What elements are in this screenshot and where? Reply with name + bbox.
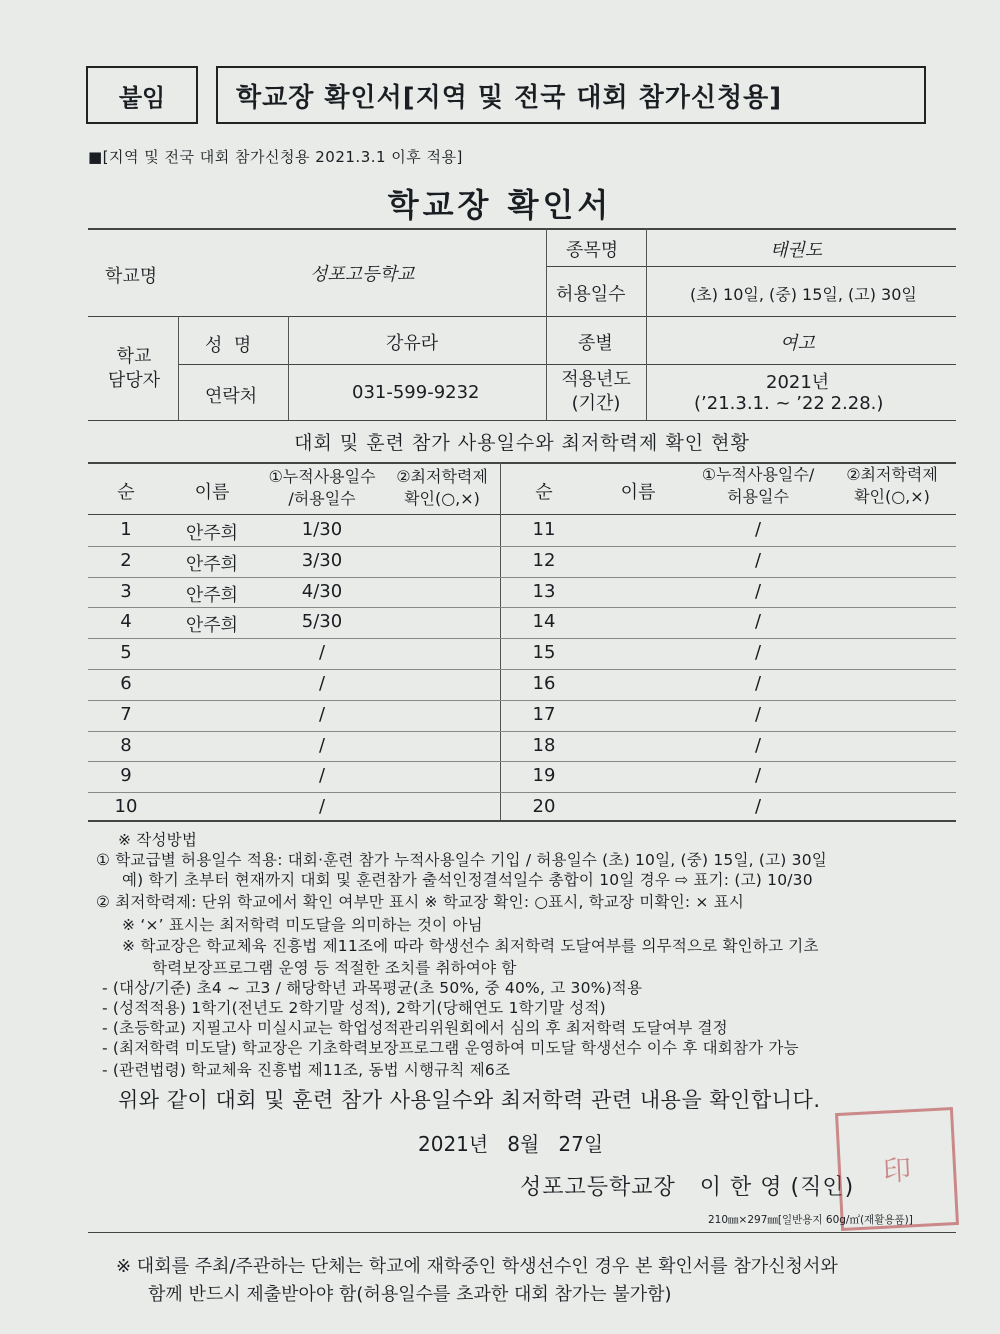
row-divider: [88, 638, 956, 639]
table-caption: 대회 및 훈련 참가 사용일수와 최저학력제 확인 현황: [294, 432, 750, 454]
row-divider: [88, 669, 956, 670]
info-top-border: [88, 228, 956, 230]
row-number: 6: [120, 673, 132, 694]
row-days: /: [754, 642, 762, 664]
row-days: /: [754, 549, 762, 571]
row-number: 17: [532, 703, 556, 725]
confirm-statement: 위와 같이 대회 및 훈련 참가 사용일수와 최저학력 관련 내용을 확인합니다.: [118, 1088, 821, 1112]
event-label: 종목명: [566, 240, 619, 261]
row-divider: [88, 792, 956, 793]
usage-table: [88, 462, 956, 822]
contact-value: 031-599-9232: [352, 382, 480, 403]
row-divider: [88, 731, 956, 732]
row-number: 14: [532, 611, 556, 633]
divider: [546, 266, 956, 267]
row-divider: [88, 700, 956, 701]
row-days: /: [754, 765, 762, 787]
row-days: /: [318, 734, 326, 756]
row-number: 11: [532, 519, 556, 540]
header-min-grade-2: ②최저학력제 확인(○,×): [846, 465, 938, 506]
manager-label: 학교 담당자: [107, 346, 161, 391]
row-name: 안주희: [185, 615, 239, 637]
divider: [88, 316, 956, 317]
row-days: /: [754, 734, 762, 756]
row-number: 9: [120, 765, 132, 787]
note-line: ① 학교급별 허용일수 적용: 대회·훈련 참가 누적사용일수 기입 / 허용일수 (초) 10일, (중) 15일, (고) 30일: [96, 851, 827, 869]
document-title: 학교장 확인서: [387, 186, 613, 224]
note-line: ※ ‘×’ 표시는 최저학력 미도달을 의미하는 것이 아님: [122, 916, 483, 934]
note-line: 예) 학기 초부터 현재까지 대회 및 훈련참가 출석인정결석일수 총합이 10일 경우 ⇨ 표기: (고) 10/30: [122, 871, 813, 889]
row-days: 4/30: [301, 580, 343, 602]
row-number: 3: [120, 580, 132, 602]
row-number: 7: [120, 703, 132, 725]
row-name: 안주희: [185, 584, 239, 606]
row-days: /: [754, 580, 762, 602]
row-number: 4: [120, 611, 132, 633]
header-name-2: 이름: [620, 482, 656, 503]
header-min-grade: ②최저학력제 확인(○,×): [396, 467, 488, 508]
row-number: 15: [532, 642, 556, 664]
footer-divider: [88, 1232, 956, 1233]
event-value: 태권도: [770, 240, 823, 261]
row-days: /: [318, 673, 326, 694]
header-days-2: ①누적사용일수/ 허용일수: [701, 465, 815, 506]
table-bottom-border: [88, 820, 956, 822]
signer: 성포고등학교장 이 한 영 (직인): [520, 1175, 855, 1200]
period-value: (’21.3.1. ~ ’22 2.28.): [694, 393, 884, 414]
row-days: /: [318, 642, 326, 664]
days-value: (초) 10일, (중) 15일, (고) 30일: [690, 285, 917, 304]
contact-label: 연락처: [205, 386, 258, 407]
row-days: 3/30: [301, 549, 343, 571]
year-label: 적용년도 (기간): [561, 369, 631, 414]
name-label: 성 명: [205, 335, 252, 356]
category-value: 여고: [780, 333, 815, 354]
row-number: 10: [114, 796, 138, 818]
row-name: 안주희: [185, 523, 239, 544]
divider: [178, 316, 179, 420]
school-value: 성포고등학교: [310, 264, 415, 285]
note-line: ※ 학교장은 학교체육 진흥법 제11조에 따라 학생선수 최저학력 도달여부를 의무적으로 확인하고 기초: [122, 937, 819, 955]
footer-note-2: 함께 반드시 제출받아야 함(허용일수를 초과한 대회 참가는 불가함): [148, 1284, 672, 1305]
divider: [288, 316, 289, 420]
subtitle: ■[지역 및 전국 대회 참가신청용 2021.3.1 이후 적용]: [88, 148, 463, 166]
row-number: 5: [120, 642, 132, 664]
note-line: - (최저학력 미도달) 학교장은 기초학력보장프로그램 운영하여 미도달 학생선수 이수 후 대회참가 가능: [102, 1039, 799, 1057]
paper-spec: 210㎜×297㎜[일반용지 60g/㎡(재활용품)]: [708, 1214, 913, 1226]
school-label: 학교명: [105, 266, 158, 287]
row-days: /: [754, 611, 762, 633]
row-number: 12: [532, 549, 556, 571]
row-name: 안주희: [185, 553, 239, 575]
row-number: 13: [532, 580, 556, 602]
date-text: 2021년 8월 27일: [418, 1132, 604, 1156]
header-divider: [88, 514, 956, 515]
header-no-2: 순: [535, 482, 553, 503]
header-title: 학교장 확인서[지역 및 전국 대회 참가신청용]: [216, 66, 926, 124]
divider: [88, 420, 956, 421]
row-number: 8: [120, 734, 132, 756]
row-days: /: [318, 796, 326, 818]
year-value: 2021년: [766, 372, 830, 393]
official-seal: 印: [835, 1107, 959, 1231]
category-label: 종별: [578, 333, 613, 354]
row-number: 16: [532, 673, 556, 694]
note-line: - (관련법령) 학교체육 진흥법 제11조, 동법 시행규칙 제6조: [102, 1061, 511, 1079]
header-no: 순: [117, 482, 135, 503]
row-days: /: [754, 673, 762, 694]
row-number: 18: [532, 734, 556, 756]
name-value: 강유라: [386, 333, 439, 354]
note-line: ※ 작성방법: [118, 831, 198, 849]
divider: [646, 228, 647, 420]
row-days: 5/30: [301, 611, 343, 633]
divider: [178, 364, 956, 365]
note-line: 학력보장프로그램 운영 등 적절한 조치를 취하여야 함: [152, 959, 517, 977]
row-divider: [88, 546, 956, 547]
row-number: 1: [120, 519, 132, 540]
divider: [546, 228, 547, 420]
attachment-badge: 붙임: [86, 66, 198, 124]
row-divider: [88, 577, 956, 578]
footer-note-1: ※ 대회를 주최/주관하는 단체는 학교에 재학중인 학생선수인 경우 본 확인서를 참가신청서와: [116, 1256, 838, 1277]
row-days: /: [754, 703, 762, 725]
row-days: /: [754, 519, 762, 540]
header-days: ①누적사용일수 /허용일수: [268, 467, 376, 508]
row-number: 2: [120, 549, 132, 571]
note-line: - (초등학교) 지필고사 미실시교는 학업성적관리위원회에서 심의 후 최저학력 도달여부 결정: [102, 1019, 728, 1037]
row-number: 20: [532, 796, 556, 818]
note-line: - (성적적용) 1학기(전년도 2학기말 성적), 2학기(당해연도 1학기말 성적): [102, 999, 606, 1017]
row-days: /: [318, 765, 326, 787]
note-line: - (대상/기준) 초4 ~ 고3 / 해당학년 과목평균(초 50%, 중 40%, 고 30%)적용: [102, 979, 643, 997]
row-divider: [88, 761, 956, 762]
row-number: 19: [532, 765, 556, 787]
row-days: /: [754, 796, 762, 818]
note-line: ② 최저학력제: 단위 학교에서 확인 여부만 표시 ※ 학교장 확인: ○표시, 학교장 미확인: × 표시: [96, 893, 745, 911]
days-label: 허용일수: [556, 284, 626, 305]
row-days: 1/30: [301, 519, 343, 540]
header-name: 이름: [194, 482, 230, 503]
row-days: /: [318, 703, 326, 725]
row-divider: [88, 607, 956, 608]
